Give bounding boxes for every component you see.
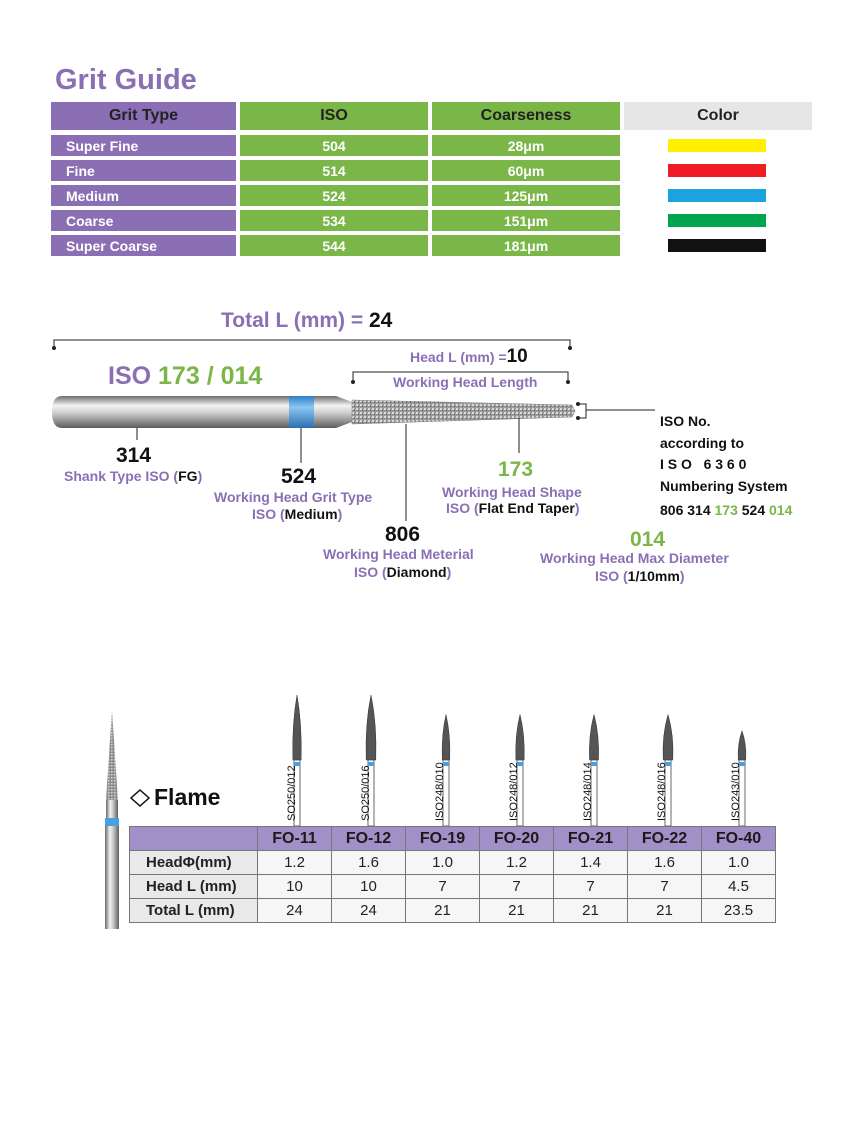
iso-no-line4: Numbering System <box>660 478 788 494</box>
shape-iso-text: ISO ( <box>446 500 479 516</box>
grit-guide-title: Grit Guide <box>55 64 197 96</box>
flame-spec-table <box>129 826 776 923</box>
iso-code-part: 173 <box>714 502 738 518</box>
flame-main-bur <box>105 710 119 929</box>
bur-size-label: ISO248/010 <box>434 762 446 821</box>
material-iso-close: ) <box>446 564 452 580</box>
table-row <box>130 851 776 875</box>
grit-type-cell: Super Fine <box>51 135 236 156</box>
table-cell: 1.4 <box>554 851 628 875</box>
diameter-iso-text: ISO ( <box>595 568 628 584</box>
iso-prefix: ISO <box>108 362 152 390</box>
bur-size-label: SO250/016 <box>360 765 372 821</box>
table-cell: 10 <box>332 875 406 899</box>
table-cell: 1.2 <box>480 851 554 875</box>
diameter-iso-close: ) <box>679 568 685 584</box>
grit-coarseness-cell: 125μm <box>432 185 620 206</box>
head-length-text: Head L (mm) = <box>410 349 507 365</box>
total-length-value: 24 <box>369 309 393 332</box>
grit-number: 524 <box>281 465 317 488</box>
grit-type-cell: Coarse <box>51 210 236 231</box>
row-label: HeadΦ(mm) <box>130 851 258 875</box>
table-cell: 21 <box>480 899 554 923</box>
bur-size-label: SO250/012 <box>286 765 298 821</box>
bur-head <box>293 695 302 760</box>
material-value: Diamond <box>386 564 447 580</box>
bur-size-label: ISO248/012 <box>508 762 520 821</box>
table-cell: 21 <box>554 899 628 923</box>
grit-label: Working Head Grit Type <box>214 489 373 505</box>
grit-iso-cell: 544 <box>240 235 428 256</box>
iso-code-part: 806 314 <box>660 502 711 518</box>
table-cell: 21 <box>628 899 702 923</box>
iso-code-part: 524 <box>741 502 766 518</box>
table-cell: 1.0 <box>702 851 776 875</box>
grit-iso-cell: 534 <box>240 210 428 231</box>
flame-title: Flame <box>154 784 221 810</box>
shank-label-close: ) <box>197 468 203 484</box>
flame-header-blank <box>130 827 258 851</box>
iso-code: 173 / 014 <box>158 362 263 390</box>
iso-no-line2: according to <box>660 435 745 451</box>
table-cell: 4.5 <box>702 875 776 899</box>
bur-size-label: ISO243/010 <box>730 762 742 821</box>
grit-iso-cell: 504 <box>240 135 428 156</box>
grit-header-iso: ISO <box>240 102 428 130</box>
shape-value: Flat End Taper <box>478 500 575 516</box>
table-cell: 24 <box>258 899 332 923</box>
grit-coarseness-cell: 151μm <box>432 210 620 231</box>
grit-type-cell: Medium <box>51 185 236 206</box>
flame-col-header: FO-12 <box>332 827 406 851</box>
shape-iso-close: ) <box>574 500 580 516</box>
grit-coarseness-cell: 181μm <box>432 235 620 256</box>
grit-type-value: Medium <box>284 506 338 522</box>
grit-type-cell: Fine <box>51 160 236 181</box>
grit-header-type: Grit Type <box>51 102 236 130</box>
bur-head <box>589 715 598 761</box>
shank-type-value: FG <box>178 468 198 484</box>
shank-label-text: Shank Type ISO ( <box>64 468 179 484</box>
bur-head <box>516 715 525 761</box>
iso-code-part: 014 <box>769 502 793 518</box>
flame-title-diamond-icon <box>131 790 149 806</box>
table-row <box>130 899 776 923</box>
row-label: Head L (mm) <box>130 875 258 899</box>
flame-col-header: FO-21 <box>554 827 628 851</box>
table-cell: 7 <box>628 875 702 899</box>
grit-header-color: Color <box>624 102 812 130</box>
working-head-length-label: Working Head Length <box>393 374 538 390</box>
diameter-number: 014 <box>630 528 666 551</box>
iso-no-line3: I S O 6 3 6 0 <box>660 456 747 472</box>
diameter-label: Working Head Max Diameter <box>540 550 729 566</box>
bur-head <box>738 731 746 760</box>
table-cell: 1.6 <box>332 851 406 875</box>
flame-col-header: FO-40 <box>702 827 776 851</box>
total-length-text: Total L (mm) = <box>221 309 364 332</box>
flame-col-header: FO-20 <box>480 827 554 851</box>
table-cell: 7 <box>406 875 480 899</box>
material-number: 806 <box>385 523 421 546</box>
bur-size-label: ISO248/016 <box>656 762 668 821</box>
iso-no-line1: ISO No. <box>660 413 711 429</box>
shank-number: 314 <box>116 444 152 467</box>
grit-iso-close: ) <box>337 506 343 522</box>
grit-coarseness-cell: 28μm <box>432 135 620 156</box>
bur-size-label: ISO248/014 <box>582 762 594 821</box>
table-cell: 7 <box>480 875 554 899</box>
table-cell: 10 <box>258 875 332 899</box>
grit-iso-cell: 514 <box>240 160 428 181</box>
row-label: Total L (mm) <box>130 899 258 923</box>
flame-col-header: FO-19 <box>406 827 480 851</box>
bur-head <box>442 715 450 761</box>
grit-coarseness-cell: 60μm <box>432 160 620 181</box>
material-iso-text: ISO ( <box>354 564 387 580</box>
grit-iso-cell: 524 <box>240 185 428 206</box>
diameter-value: 1/10mm <box>627 568 680 584</box>
bur-head <box>663 715 673 761</box>
shape-label: Working Head Shape <box>442 484 582 500</box>
table-cell: 1.0 <box>406 851 480 875</box>
grit-header-coarseness: Coarseness <box>432 102 620 130</box>
shape-number: 173 <box>498 458 534 481</box>
material-label: Working Head Meterial <box>323 546 474 562</box>
grit-iso-text: ISO ( <box>252 506 285 522</box>
flame-header-row <box>130 827 776 851</box>
table-cell: 21 <box>406 899 480 923</box>
table-cell: 1.2 <box>258 851 332 875</box>
head-length-value: 10 <box>506 346 528 367</box>
flame-col-header: FO-11 <box>258 827 332 851</box>
flame-col-header: FO-22 <box>628 827 702 851</box>
table-cell: 23.5 <box>702 899 776 923</box>
grit-type-cell: Super Coarse <box>51 235 236 256</box>
bur-head <box>366 695 376 760</box>
table-cell: 7 <box>554 875 628 899</box>
table-row <box>130 875 776 899</box>
table-cell: 24 <box>332 899 406 923</box>
table-cell: 1.6 <box>628 851 702 875</box>
